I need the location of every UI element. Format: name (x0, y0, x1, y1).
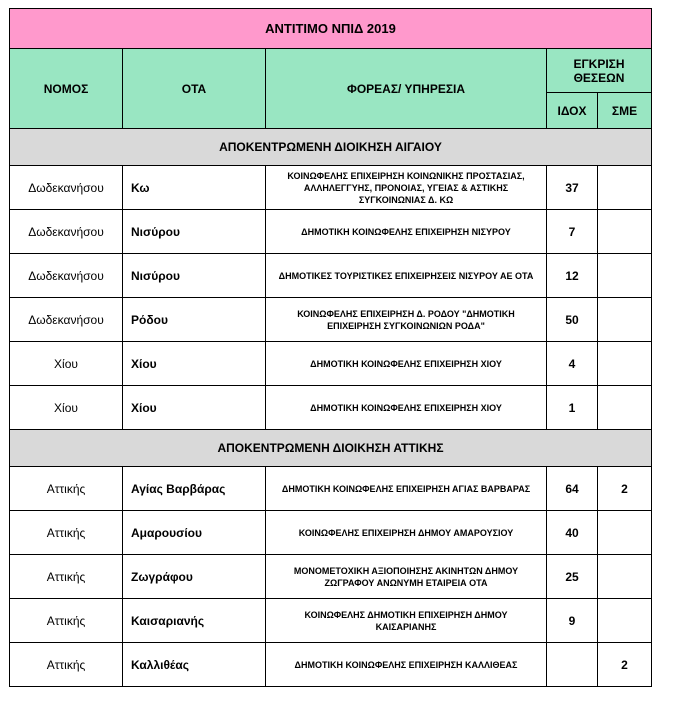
cell-sme (598, 342, 652, 386)
positions-table (9, 8, 652, 687)
cell-ota: Καισαριανής (123, 599, 266, 643)
cell-sme (598, 511, 652, 555)
table-row (10, 467, 652, 511)
cell-ota: Νισύρου (123, 210, 266, 254)
cell-idox: 4 (547, 342, 598, 386)
cell-sme (598, 254, 652, 298)
cell-nomos: Χίου (10, 342, 123, 386)
header-ota: ΟΤΑ (123, 49, 266, 129)
region-row (10, 430, 652, 467)
cell-foreas: ΔΗΜΟΤΙΚΕΣ ΤΟΥΡΙΣΤΙΚΕΣ ΕΠΙΧΕΙΡΗΣΕΙΣ ΝΙΣΥΡΟΥ ΑΕ ΟΤΑ (266, 254, 547, 298)
cell-foreas: ΚΟΙΝΩΦΕΛΗΣ ΔΗΜΟΤΙΚΗ ΕΠΙΧΕΙΡΗΣΗ ΔΗΜΟΥ ΚΑΙΣΑΡΙΑΝΗΣ (266, 599, 547, 643)
header-foreas: ΦΟΡΕΑΣ/ ΥΠΗΡΕΣΙΑ (266, 49, 547, 129)
table-row (10, 599, 652, 643)
header-sme: ΣΜΕ (598, 93, 652, 129)
cell-nomos: Δωδεκανήσου (10, 298, 123, 342)
table-row (10, 342, 652, 386)
cell-ota: Καλλιθέας (123, 643, 266, 687)
header-idox: ΙΔΟΧ (547, 93, 598, 129)
cell-idox: 25 (547, 555, 598, 599)
cell-ota: Χίου (123, 386, 266, 430)
cell-idox: 37 (547, 166, 598, 210)
cell-sme (598, 298, 652, 342)
cell-foreas: ΔΗΜΟΤΙΚΗ ΚΟΙΝΩΦΕΛΗΣ ΕΠΙΧΕΙΡΗΣΗ ΧΙΟΥ (266, 386, 547, 430)
table-row (10, 643, 652, 687)
cell-idox: 7 (547, 210, 598, 254)
cell-nomos: Αττικής (10, 643, 123, 687)
cell-foreas: ΚΟΙΝΩΦΕΛΗΣ ΕΠΙΧΕΙΡΗΣΗ ΔΗΜΟΥ ΑΜΑΡΟΥΣΙΟΥ (266, 511, 547, 555)
cell-foreas: ΔΗΜΟΤΙΚΗ ΚΟΙΝΩΦΕΛΗΣ ΕΠΙΧΕΙΡΗΣΗ ΚΑΛΛΙΘΕΑΣ (266, 643, 547, 687)
cell-idox (547, 643, 598, 687)
cell-sme: 2 (598, 467, 652, 511)
cell-idox: 12 (547, 254, 598, 298)
region-heading: ΑΠΟΚΕΝΤΡΩΜΕΝΗ ΔΙΟΙΚΗΣΗ ΑΤΤΙΚΗΣ (10, 430, 652, 467)
table-row (10, 386, 652, 430)
table-row (10, 511, 652, 555)
cell-foreas: ΔΗΜΟΤΙΚΗ ΚΟΙΝΩΦΕΛΗΣ ΕΠΙΧΕΙΡΗΣΗ ΧΙΟΥ (266, 342, 547, 386)
cell-nomos: Δωδεκανήσου (10, 254, 123, 298)
cell-nomos: Αττικής (10, 555, 123, 599)
region-heading: ΑΠΟΚΕΝΤΡΩΜΕΝΗ ΔΙΟΙΚΗΣΗ ΑΙΓΑΙΟΥ (10, 129, 652, 166)
cell-sme: 2 (598, 643, 652, 687)
cell-foreas: ΚΟΙΝΩΦΕΛΗΣ ΕΠΙΧΕΙΡΗΣΗ ΚΟΙΝΩΝΙΚΗΣ ΠΡΟΣΤΑΣΙΑΣ, ΑΛΛΗΛΕΓΓΥΗΣ, ΠΡΟΝΟΙΑΣ, ΥΓΕΙΑΣ & ΑΣΤΙΚΗΣ ΣΥΓΚΟΙΝΩΝΙΑΣ Δ. ΚΩ (266, 166, 547, 210)
cell-idox: 9 (547, 599, 598, 643)
cell-nomos: Αττικής (10, 467, 123, 511)
table-row (10, 298, 652, 342)
header-egkrisi-theseon: ΕΓΚΡΙΣΗ ΘΕΣΕΩΝ (547, 49, 652, 93)
cell-foreas: ΜΟΝΟΜΕΤΟΧΙΚΗ ΑΞΙΟΠΟΙΗΣΗΣ ΑΚΙΝΗΤΩΝ ΔΗΜΟΥ ΖΩΓΡΑΦΟΥ ΑΝΩΝΥΜΗ ΕΤΑΙΡΕΙΑ ΟΤΑ (266, 555, 547, 599)
region-row (10, 129, 652, 166)
cell-idox: 50 (547, 298, 598, 342)
cell-idox: 1 (547, 386, 598, 430)
cell-ota: Ρόδου (123, 298, 266, 342)
cell-nomos: Αττικής (10, 511, 123, 555)
cell-nomos: Δωδεκανήσου (10, 166, 123, 210)
cell-ota: Κω (123, 166, 266, 210)
cell-sme (598, 210, 652, 254)
table-row (10, 210, 652, 254)
cell-foreas: ΔΗΜΟΤΙΚΗ ΚΟΙΝΩΦΕΛΗΣ ΕΠΙΧΕΙΡΗΣΗ ΝΙΣΥΡΟΥ (266, 210, 547, 254)
cell-ota: Χίου (123, 342, 266, 386)
cell-sme (598, 555, 652, 599)
cell-sme (598, 166, 652, 210)
table-row (10, 166, 652, 210)
cell-foreas: ΔΗΜΟΤΙΚΗ ΚΟΙΝΩΦΕΛΗΣ ΕΠΙΧΕΙΡΗΣΗ ΑΓΙΑΣ ΒΑΡΒΑΡΑΣ (266, 467, 547, 511)
cell-foreas: ΚΟΙΝΩΦΕΛΗΣ ΕΠΙΧΕΙΡΗΣΗ Δ. ΡΟΔΟΥ "ΔΗΜΟΤΙΚΗ ΕΠΙΧΕΙΡΗΣΗ ΣΥΓΚΟΙΝΩΝΙΩΝ ΡΟΔΑ" (266, 298, 547, 342)
cell-ota: Αμαρουσίου (123, 511, 266, 555)
table-row (10, 555, 652, 599)
cell-idox: 64 (547, 467, 598, 511)
cell-sme (598, 599, 652, 643)
table-row (10, 254, 652, 298)
cell-nomos: Αττικής (10, 599, 123, 643)
table-title: ΑΝΤΙΤΙΜΟ ΝΠΙΔ 2019 (10, 9, 652, 49)
cell-idox: 40 (547, 511, 598, 555)
cell-ota: Αγίας Βαρβάρας (123, 467, 266, 511)
document-table-wrapper (9, 8, 652, 687)
cell-nomos: Δωδεκανήσου (10, 210, 123, 254)
cell-ota: Ζωγράφου (123, 555, 266, 599)
header-nomos: ΝΟΜΟΣ (10, 49, 123, 129)
cell-sme (598, 386, 652, 430)
cell-ota: Νισύρου (123, 254, 266, 298)
cell-nomos: Χίου (10, 386, 123, 430)
